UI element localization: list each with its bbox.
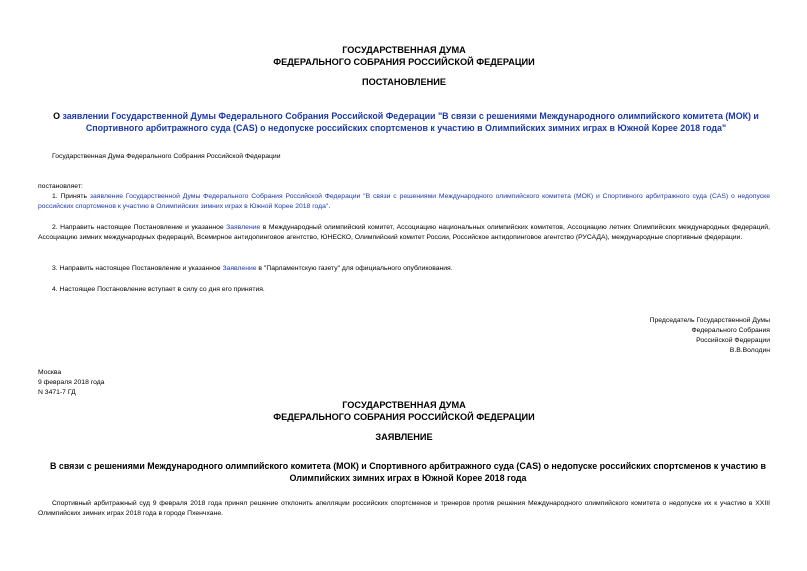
item-2-prefix: 2. Направить настоящее Постановление и указанное [52, 224, 227, 231]
item-1-statement-link[interactable]: заявление Государственной Думы Федерального Собрания Российской Федерации "В связи с решениями Международного олимпийского комитета (МОК) и Спортивного арбитражного суда (CAS) о недопуске российских спортсменов к участию в Олимпийских зимних играх в Южной Корее 2018 года" [38, 193, 771, 210]
item-1-suffix: . [328, 203, 331, 210]
item-1-prefix: 1. Принять [52, 193, 90, 200]
signature-line-2: Федерального Собрания [691, 327, 770, 334]
resolution-title [42, 110, 770, 134]
resolves-text: постановляет: [38, 183, 83, 190]
signature-block [38, 316, 770, 356]
header-duma [38, 44, 770, 68]
intro-text: Государственная Дума Федерального Собрания Российской Федерации [52, 153, 281, 160]
header-duma-statement [38, 399, 770, 423]
header2-line-1: ГОСУДАРСТВЕННАЯ ДУМА [342, 400, 466, 410]
header-line-1: ГОСУДАРСТВЕННАЯ ДУМА [342, 45, 466, 55]
item-1 [38, 192, 770, 212]
header2-line-2: ФЕДЕРАЛЬНОГО СОБРАНИЯ РОССИЙСКОЙ ФЕДЕРАЦИИ [273, 412, 535, 422]
signature-line-1: Председатель Государственной Думы [649, 317, 770, 324]
statement-title: В связи с решениями Международного олимпийского комитета (МОК) и Спортивного арбитражного суда (CAS) о недопуске российских спортсменов к участию в Олимпийских зимних играх в Южной Корее 2018 года [50, 461, 766, 483]
title-prefix: О [53, 111, 63, 121]
meta-city: Москва [38, 369, 62, 376]
signature-name: В.В.Володин [729, 347, 770, 354]
header-line-2: ФЕДЕРАЛЬНОГО СОБРАНИЯ РОССИЙСКОЙ ФЕДЕРАЦИИ [273, 57, 535, 67]
statement-body: Спортивный арбитражный суд 9 февраля 2018 года принял решение отклонить апелляции российских спортсменов и тренеров против решения Международного олимпийского комитета о недопуске их к участию в XXIII Олимпийских зимних играх 2018 года в городе Пхенчхане. [38, 500, 770, 517]
item-3-prefix: 3. Направить настоящее Постановление и указанное [52, 265, 223, 272]
item-3-suffix: в "Парламентскую газету" для официального опубликования. [256, 265, 453, 272]
document-meta [38, 368, 770, 398]
item-2-suffix: в Международный олимпийский комитет, Ассоциацию национальных олимпийских комитетов, Ассоциацию летних Олимпийских международных федераций, Ассоциацию зимних международных федераций, Всемирное антидопинговое агентство, ЮНЕСКО, Олимпийский комитет России, Российское антидопинговое агентство (РУСАДА), международные спортивные федерации. [38, 224, 770, 241]
title-statement-link[interactable]: заявлении Государственной Думы Федерального Собрания Российской Федерации "В связи с решениями Международного олимпийского комитета (МОК) и Спортивного арбитражного суда (CAS) о недопуске российских спортсменов к участию в Олимпийских зимних играх в Южной Корее 2018 года" [62, 111, 759, 133]
item-2 [38, 223, 770, 243]
meta-date: 9 февраля 2018 года [38, 379, 105, 386]
signature-line-3: Российской Федерации [696, 337, 770, 344]
item-4: 4. Настоящее Постановление вступает в силу со дня его принятия. [52, 286, 265, 293]
item-3 [38, 264, 770, 274]
item-2-statement-link[interactable]: Заявление [226, 224, 261, 231]
item-3-statement-link[interactable]: Заявление [222, 265, 257, 272]
meta-number: N 3471-7 ГД [38, 389, 76, 396]
doc-type-statement: ЗАЯВЛЕНИЕ [375, 432, 433, 442]
doc-type-resolution: ПОСТАНОВЛЕНИЕ [362, 77, 446, 87]
